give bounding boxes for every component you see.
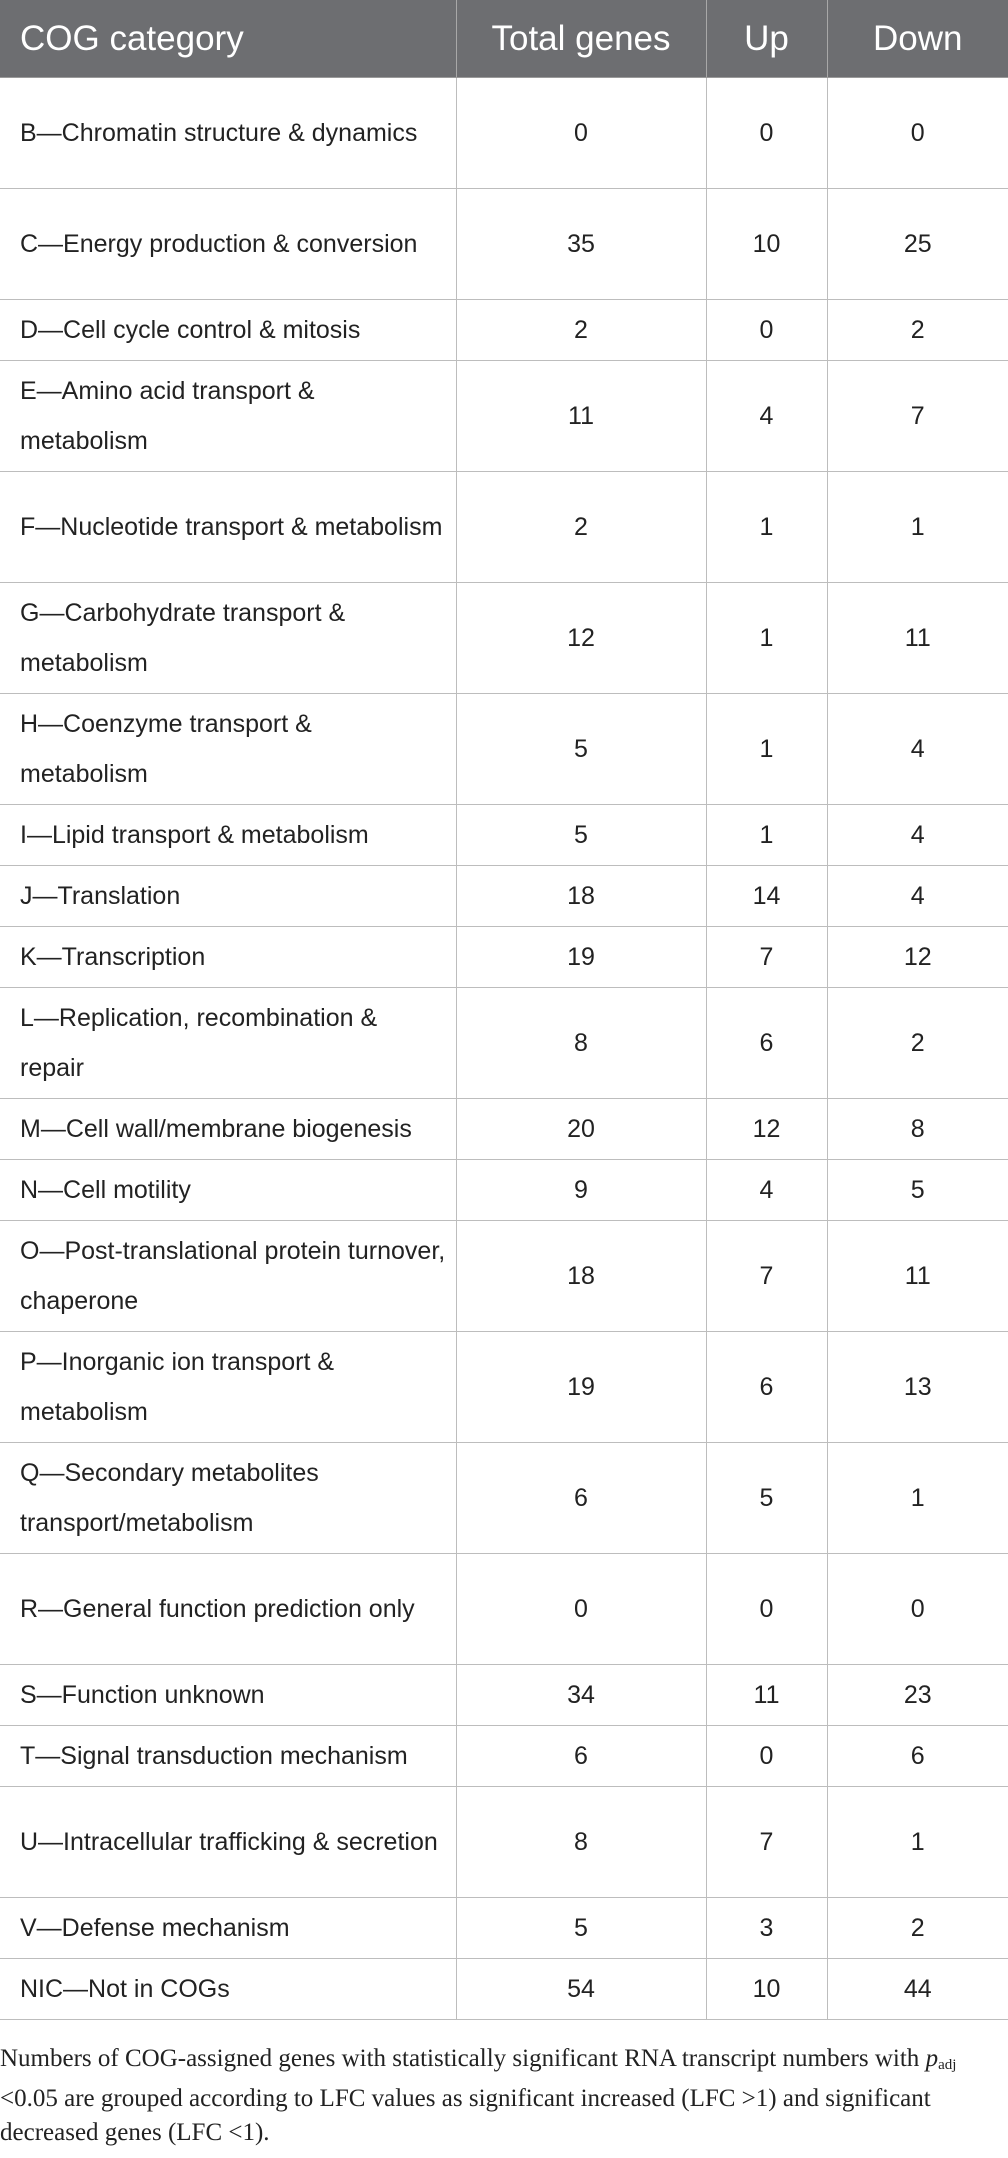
cell-down: 7: [827, 361, 1008, 472]
cell-total: 35: [456, 189, 706, 300]
cell-category: T—Signal transduction mechanism: [0, 1726, 456, 1787]
cell-category: G—Carbohydrate transport & metabolism: [0, 583, 456, 694]
table-row: [0, 1443, 1008, 1554]
cell-category: H—Coenzyme transport & metabolism: [0, 694, 456, 805]
cell-total: 18: [456, 1221, 706, 1332]
table-row: [0, 805, 1008, 866]
cell-category: F—Nucleotide transport & metabolism: [0, 472, 456, 583]
cell-category: D—Cell cycle control & mitosis: [0, 300, 456, 361]
footnote-text-after: <0.05 are grouped according to LFC values as significant increased (LFC >1) and significant decreased genes (LFC <1).: [0, 2085, 931, 2146]
footnote-p-symbol: p: [925, 2045, 939, 2072]
cell-up: 7: [706, 1221, 827, 1332]
cell-down: 1: [827, 472, 1008, 583]
table-row: [0, 694, 1008, 805]
cell-category: O—Post-translational protein turnover, chaperone: [0, 1221, 456, 1332]
cell-total: 6: [456, 1726, 706, 1787]
table-row: [0, 1554, 1008, 1665]
cell-down: 0: [827, 1554, 1008, 1665]
cell-down: 44: [827, 1959, 1008, 2020]
cell-up: 0: [706, 1726, 827, 1787]
table-row: [0, 988, 1008, 1099]
cell-total: 5: [456, 805, 706, 866]
cell-total: 8: [456, 988, 706, 1099]
cell-category: Q—Secondary metabolites transport/metabolism: [0, 1443, 456, 1554]
cell-total: 20: [456, 1099, 706, 1160]
cell-up: 0: [706, 1554, 827, 1665]
cell-down: 12: [827, 927, 1008, 988]
cell-up: 6: [706, 988, 827, 1099]
cell-down: 8: [827, 1099, 1008, 1160]
cell-category: E—Amino acid transport & metabolism: [0, 361, 456, 472]
cell-category: M—Cell wall/membrane biogenesis: [0, 1099, 456, 1160]
cell-category: L—Replication, recombination & repair: [0, 988, 456, 1099]
cell-category: U—Intracellular trafficking & secretion: [0, 1787, 456, 1898]
cell-total: 6: [456, 1443, 706, 1554]
cell-category: K—Transcription: [0, 927, 456, 988]
table-row: [0, 1099, 1008, 1160]
cell-down: 4: [827, 694, 1008, 805]
cell-up: 6: [706, 1332, 827, 1443]
cell-down: 1: [827, 1787, 1008, 1898]
cell-category: R—General function prediction only: [0, 1554, 456, 1665]
cell-category: P—Inorganic ion transport & metabolism: [0, 1332, 456, 1443]
table-row: [0, 1665, 1008, 1726]
cell-total: 19: [456, 1332, 706, 1443]
cell-total: 12: [456, 583, 706, 694]
cell-total: 8: [456, 1787, 706, 1898]
cell-down: 13: [827, 1332, 1008, 1443]
cell-total: 9: [456, 1160, 706, 1221]
table-row: [0, 189, 1008, 300]
table-row: [0, 1959, 1008, 2020]
cell-down: 11: [827, 1221, 1008, 1332]
cell-category: N—Cell motility: [0, 1160, 456, 1221]
cell-up: 1: [706, 583, 827, 694]
cell-up: 0: [706, 300, 827, 361]
cell-total: 5: [456, 694, 706, 805]
cell-up: 5: [706, 1443, 827, 1554]
cell-down: 5: [827, 1160, 1008, 1221]
header-cog-category: COG category: [0, 0, 456, 78]
table-row: [0, 1898, 1008, 1959]
table-header-row: [0, 0, 1008, 78]
cell-total: 0: [456, 78, 706, 189]
table-row: [0, 927, 1008, 988]
cell-category: B—Chromatin structure & dynamics: [0, 78, 456, 189]
cell-down: 2: [827, 1898, 1008, 1959]
cell-down: 1: [827, 1443, 1008, 1554]
header-total-genes: Total genes: [456, 0, 706, 78]
cell-up: 7: [706, 927, 827, 988]
cell-total: 34: [456, 1665, 706, 1726]
cell-up: 11: [706, 1665, 827, 1726]
table-row: [0, 1221, 1008, 1332]
cell-up: 1: [706, 472, 827, 583]
cell-category: I—Lipid transport & metabolism: [0, 805, 456, 866]
cell-up: 10: [706, 1959, 827, 2020]
table-row: [0, 583, 1008, 694]
footnote-text-before: Numbers of COG-assigned genes with statistically significant RNA transcript numbers with: [0, 2045, 926, 2072]
cell-category: J—Translation: [0, 866, 456, 927]
cell-up: 10: [706, 189, 827, 300]
header-up: Up: [706, 0, 827, 78]
cell-total: 0: [456, 1554, 706, 1665]
cell-up: 14: [706, 866, 827, 927]
cell-total: 19: [456, 927, 706, 988]
cell-up: 7: [706, 1787, 827, 1898]
cell-up: 4: [706, 361, 827, 472]
cell-up: 0: [706, 78, 827, 189]
cell-down: 4: [827, 866, 1008, 927]
table-row: [0, 1160, 1008, 1221]
cell-up: 12: [706, 1099, 827, 1160]
table-row: [0, 300, 1008, 361]
cell-up: 1: [706, 694, 827, 805]
table-row: [0, 866, 1008, 927]
cell-total: 5: [456, 1898, 706, 1959]
cell-total: 2: [456, 472, 706, 583]
cell-down: 0: [827, 78, 1008, 189]
table-row: [0, 1332, 1008, 1443]
cell-category: V—Defense mechanism: [0, 1898, 456, 1959]
header-down: Down: [827, 0, 1008, 78]
cell-total: 18: [456, 866, 706, 927]
cell-down: 23: [827, 1665, 1008, 1726]
footnote-p-subscript: adj: [938, 2057, 957, 2073]
table-footnote: [0, 2020, 1008, 2150]
cell-up: 4: [706, 1160, 827, 1221]
cell-down: 11: [827, 583, 1008, 694]
cell-up: 3: [706, 1898, 827, 1959]
cell-total: 11: [456, 361, 706, 472]
cell-up: 1: [706, 805, 827, 866]
table-row: [0, 78, 1008, 189]
cell-category: NIC—Not in COGs: [0, 1959, 456, 2020]
table-row: [0, 472, 1008, 583]
cell-total: 2: [456, 300, 706, 361]
table-row: [0, 1726, 1008, 1787]
cell-down: 4: [827, 805, 1008, 866]
cell-category: C—Energy production & conversion: [0, 189, 456, 300]
cell-category: S—Function unknown: [0, 1665, 456, 1726]
table-row: [0, 361, 1008, 472]
cell-down: 25: [827, 189, 1008, 300]
cell-down: 6: [827, 1726, 1008, 1787]
cell-down: 2: [827, 300, 1008, 361]
table-row: [0, 1787, 1008, 1898]
cell-total: 54: [456, 1959, 706, 2020]
cell-down: 2: [827, 988, 1008, 1099]
table-body: [0, 78, 1008, 2020]
